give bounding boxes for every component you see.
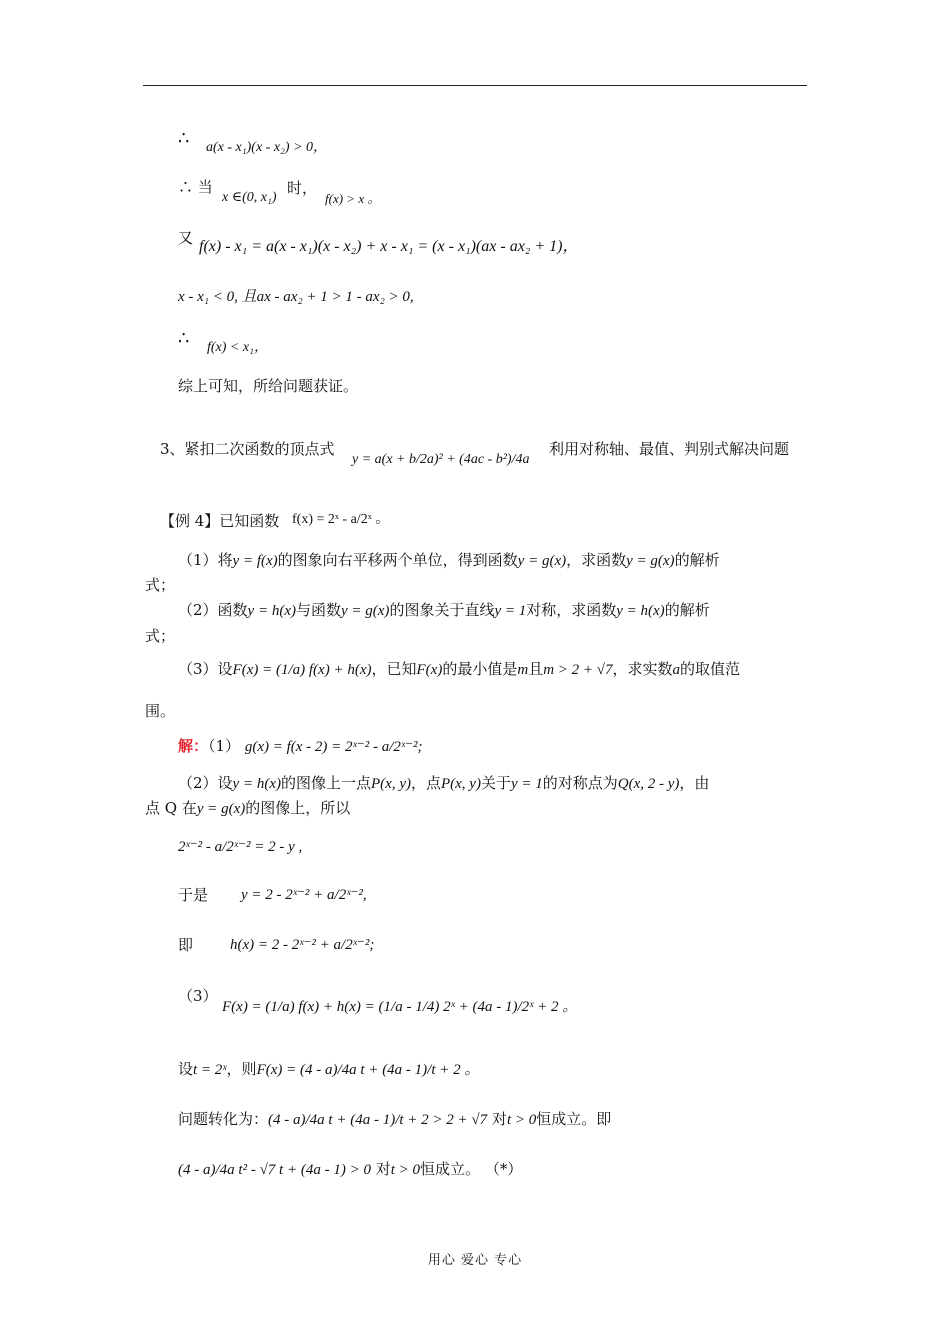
section-3-tail: 利用对称轴、最值、判别式解决问题	[549, 440, 790, 458]
example-4-function: f(x) = 2ˣ - a/2ˣ 。	[292, 512, 390, 527]
solution-2-eq1: 2ˣ⁻² - a/2ˣ⁻² = 2 - y ,	[178, 839, 303, 855]
question-3-cont: 围。	[145, 702, 176, 720]
section-3-heading: 3、紧扣二次函数的顶点式	[160, 440, 335, 458]
question-2-cont: 式；	[145, 627, 176, 645]
text-l3: 又	[178, 229, 194, 247]
solution-3-convert: 问题转化为：(4 - a)/4a t + (4a - 1)/t + 2 > 2 + √7 对t > 0恒成立。即	[178, 1110, 612, 1128]
vertex-form-formula: y = a(x + b/2a)² + (4ac - b²)/4a	[352, 452, 530, 467]
solution-2: （2）设y = h(x)的图像上一点P(x, y)，点P(x, y)关于y = 1的对称点为Q(x, 2 - y)，由	[178, 774, 710, 792]
solution-2-so: 于是	[178, 886, 209, 904]
conclusion-text: 综上可知，所给问题获证。	[178, 377, 359, 395]
question-1: （1）将y = f(x)的图象向右平移两个单位，得到函数y = g(x)，求函数y = g(x)的解析	[178, 551, 720, 569]
math-l2-ineq: f(x) > x 。	[325, 191, 381, 206]
question-2: （2）函数y = h(x)与函数y = g(x)的图象关于直线y = 1对称，求函数y = h(x)的解析	[178, 601, 710, 619]
question-3: （3）设F(x) = (1/a) f(x) + h(x)，已知F(x)的最小值是m且m > 2 + √7，求实数a的取值范	[178, 660, 741, 678]
solution-3-label: （3）	[178, 987, 218, 1005]
solution-3-set: 设t = 2ˣ，则F(x) = (4 - a)/4a t + (4a - 1)/t + 2 。	[178, 1060, 480, 1078]
therefore-symbol: ∴	[178, 128, 190, 149]
solution-2-eq3: h(x) = 2 - 2ˣ⁻² + a/2ˣ⁻²;	[230, 937, 375, 953]
math-l3: f(x) - x₁ = a(x - x₁)(x - x₂) + x - x₁ = (x - x₁)(ax - ax₂ + 1)，	[199, 238, 579, 255]
solution-1: 解：（1） g(x) = f(x - 2) = 2ˣ⁻² - a/2ˣ⁻²;	[178, 737, 423, 755]
solution-2-eq2: y = 2 - 2ˣ⁻² + a/2ˣ⁻²,	[241, 887, 367, 903]
solution-2-cont: 点 Q 在y = g(x)的图像上，所以	[145, 799, 351, 817]
header-rule	[143, 85, 807, 86]
text-l2: ∴ 当	[178, 178, 213, 196]
math-l5: f(x) < x₁，	[207, 340, 268, 355]
therefore-symbol-2: ∴	[178, 328, 190, 349]
example-4-label: 【例 4】已知函数	[160, 512, 280, 530]
math-l1: a(x - x₁)(x - x₂) > 0，	[206, 140, 328, 155]
page-footer: 用心 爱心 专心	[427, 1253, 523, 1268]
solution-3-eq: F(x) = (1/a) f(x) + h(x) = (1/a - 1/4) 2ˣ + (4a - 1)/2ˣ + 2 。	[222, 999, 578, 1015]
solution-2-ji: 即	[178, 936, 194, 954]
solution-3-final: (4 - a)/4a t² - √7 t + (4a - 1) > 0 对t > 0恒成立。 （*）	[178, 1160, 523, 1178]
question-1-cont: 式；	[145, 576, 176, 594]
math-l2-interval: x ∈(0, x₁)	[222, 190, 277, 205]
math-l4: x - x₁ < 0, 且ax - ax₂ + 1 > 1 - ax₂ > 0,	[178, 289, 414, 305]
text-l2-when: 时，	[287, 179, 318, 197]
